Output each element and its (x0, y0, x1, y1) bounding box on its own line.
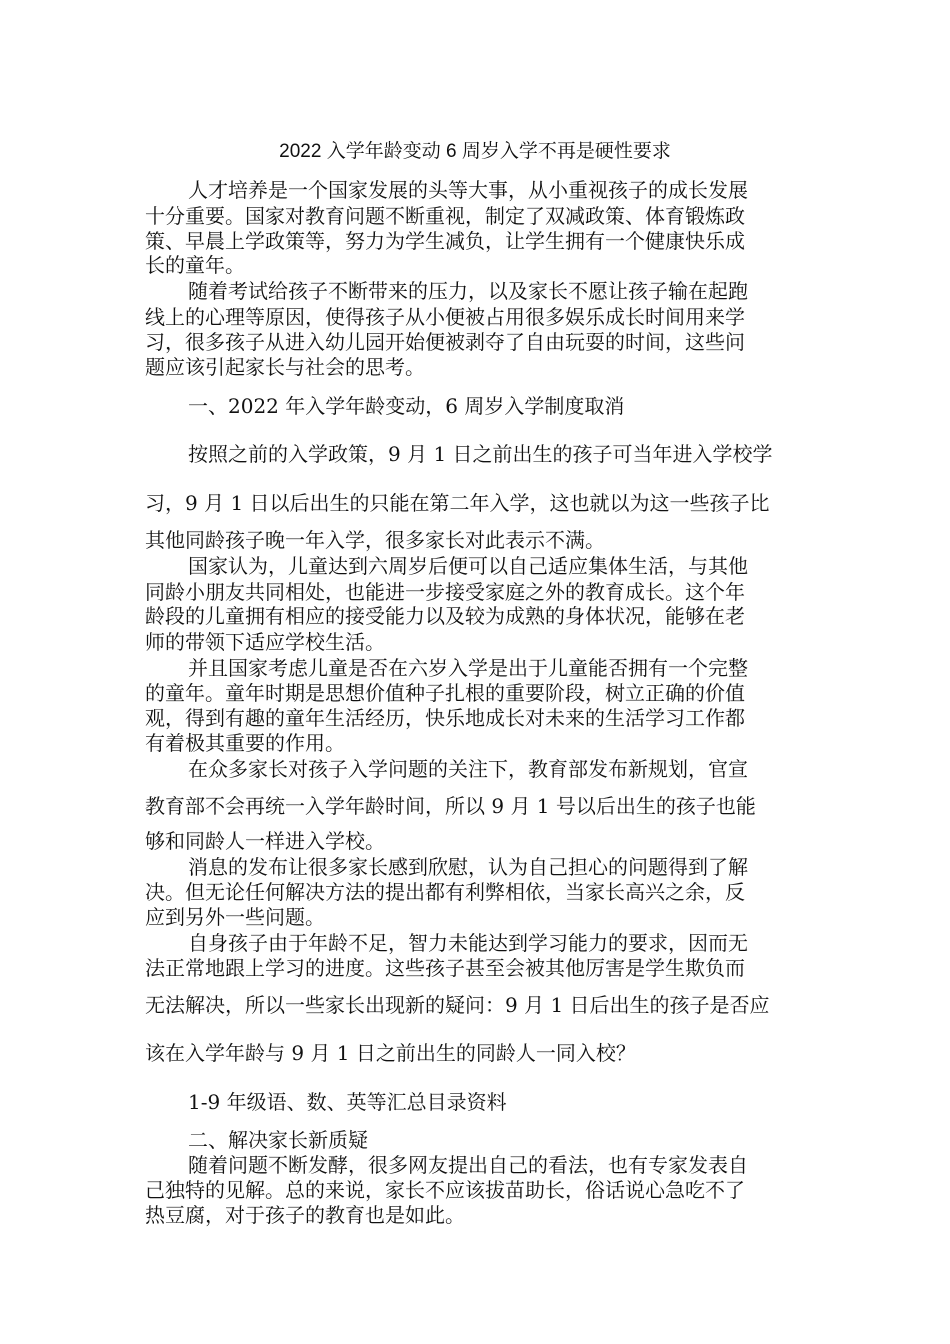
paragraph-line: 策、早晨上学政策等，努力为学生减负，让学生拥有一个健康快乐成 (145, 229, 745, 253)
paragraph-line: 随着考试给孩子不断带来的压力，以及家长不愿让孩子输在起跑 (188, 279, 748, 303)
paragraph-line: 观，得到有趣的童年生活经历，快乐地成长对未来的生活学习工作都 (145, 706, 745, 730)
paragraph-line: 线上的心理等原因，使得孩子从小便被占用很多娱乐成长时间用来学 (145, 305, 745, 329)
paragraph-line: 够和同龄人一样进入学校。 (145, 829, 385, 853)
paragraph-line: 其他同龄孩子晚一年入学，很多家长对此表示不满。 (145, 528, 605, 552)
paragraph-line: 教育部不会再统一入学年龄时间，所以 9 月 1 号以后出生的孩子也能 (145, 794, 756, 818)
paragraph-line: 的童年。童年时期是思想价值种子扎根的重要阶段，树立正确的价值 (145, 681, 745, 705)
paragraph-line: 长的童年。 (145, 253, 245, 277)
paragraph-line: 习，很多孩子从进入幼儿园开始便被剥夺了自由玩耍的时间，这些问 (145, 330, 745, 354)
resource-link-text: 1-9 年级语、数、英等汇总目录资料 (188, 1090, 507, 1114)
paragraph-line: 自身孩子由于年龄不足，智力未能达到学习能力的要求，因而无 (188, 931, 748, 955)
paragraph-line: 有着极其重要的作用。 (145, 731, 345, 755)
paragraph-line: 法正常地跟上学习的进度。这些孩子甚至会被其他厉害是学生欺负而 (145, 956, 745, 980)
paragraph-line: 同龄小朋友共同相处，也能进一步接受家庭之外的教育成长。这个年 (145, 580, 745, 604)
paragraph-line: 消息的发布让很多家长感到欣慰，认为自己担心的问题得到了解 (188, 855, 748, 879)
paragraph-line: 应到另外一些问题。 (145, 905, 325, 929)
paragraph-line: 该在入学年龄与 9 月 1 日之前出生的同龄人一同入校？ (145, 1041, 636, 1065)
paragraph-line: 按照之前的入学政策，9 月 1 日之前出生的孩子可当年进入学校学 (188, 442, 773, 466)
paragraph-line: 己独特的见解。总的来说，家长不应该拔苗助长，俗话说心急吃不了 (145, 1178, 745, 1202)
paragraph-line: 十分重要。国家对教育问题不断重视，制定了双减政策、体育锻炼政 (145, 204, 745, 228)
paragraph-line: 国家认为，儿童达到六周岁后便可以自己适应集体生活，与其他 (188, 554, 748, 578)
paragraph-line: 习，9 月 1 日以后出生的只能在第二年入学，这也就以为这一些孩子比 (145, 491, 770, 515)
paragraph-line: 无法解决，所以一些家长出现新的疑问：9 月 1 日后出生的孩子是否应 (145, 993, 770, 1017)
paragraph-line: 人才培养是一个国家发展的头等大事，从小重视孩子的成长发展 (188, 178, 748, 202)
paragraph-line: 热豆腐，对于孩子的教育也是如此。 (145, 1203, 465, 1227)
paragraph-line: 并且国家考虑儿童是否在六岁入学是出于儿童能否拥有一个完整 (188, 656, 748, 680)
section-heading: 一、2022 年入学年龄变动，6 周岁入学制度取消 (188, 394, 625, 418)
paragraph-line: 随着问题不断发酵，很多网友提出自己的看法，也有专家发表自 (188, 1153, 748, 1177)
paragraph-line: 师的带领下适应学校生活。 (145, 630, 385, 654)
section-heading: 二、解决家长新质疑 (188, 1128, 368, 1152)
paragraph-line: 龄段的儿童拥有相应的接受能力以及较为成熟的身体状况，能够在老 (145, 604, 745, 628)
paragraph-line: 在众多家长对孩子入学问题的关注下，教育部发布新规划，官宣 (188, 757, 748, 781)
paragraph-line: 题应该引起家长与社会的思考。 (145, 355, 425, 379)
paragraph-line: 决。但无论任何解决方法的提出都有利弊相依，当家长高兴之余，反 (145, 880, 745, 904)
document-title: 2022 入学年龄变动 6 周岁入学不再是硬性要求 (279, 141, 671, 162)
